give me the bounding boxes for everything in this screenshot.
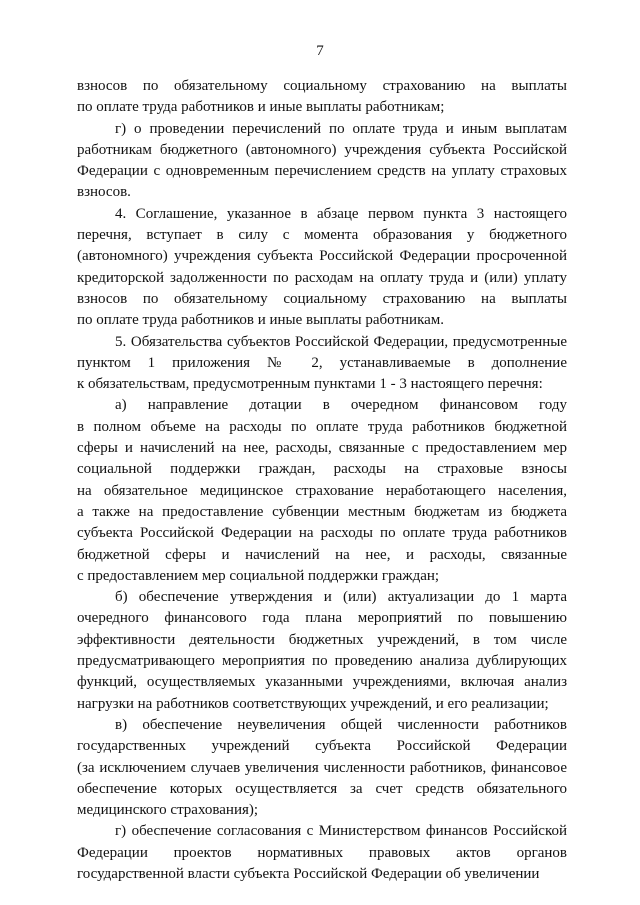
text-line: (за исключением случаев увеличения численности работников, финансовое xyxy=(77,759,567,776)
text-line: к обязательствам, предусмотренным пунктами 1 - 3 настоящего перечня: xyxy=(77,376,543,393)
paragraph xyxy=(77,204,567,332)
paragraph xyxy=(77,821,567,885)
text-line: функций, осуществляемых указанными учреждениями, включая анализ xyxy=(77,674,567,691)
paragraph xyxy=(77,395,567,587)
text-line: 4. Соглашение, указанное в абзаце первом пункта 3 настоящего xyxy=(115,205,567,222)
text-line: нагрузки на работников соответствующих учреждений, и его реализации; xyxy=(77,695,549,712)
page-number: 7 xyxy=(316,43,324,59)
text-line: с предоставлением мер социальной поддержки граждан; xyxy=(77,567,440,584)
paragraph xyxy=(77,76,567,119)
text-line: а также на предоставление субвенции местным бюджетам из бюджета xyxy=(77,503,567,520)
text-line: Федерации с одновременным перечислением средств на уплату страховых xyxy=(77,163,567,180)
text-line: эффективности деятельности бюджетных учреждений, в том числе xyxy=(77,631,567,648)
text-line: в) обеспечение неувеличения общей численности работников xyxy=(115,716,567,733)
text-line: г) обеспечение согласования с Министерством финансов Российской xyxy=(115,823,567,840)
text-line: взносов по обязательному социальному страхованию на выплаты xyxy=(77,290,567,307)
text-line: государственной власти субъекта Российской Федерации об увеличении xyxy=(77,865,540,882)
paragraph xyxy=(77,715,567,821)
paragraph xyxy=(77,119,567,204)
text-line: субъекта Российской Федерации на расходы по оплате труда работников xyxy=(77,525,567,542)
text-line: по оплате труда работников и иные выплаты работникам; xyxy=(77,99,445,116)
text-line: Федерации проектов нормативных правовых актов органов xyxy=(77,844,567,861)
text-line: в полном объеме на расходы по оплате труда работников бюджетной xyxy=(77,418,567,435)
paragraph xyxy=(77,587,567,715)
text-line: пунктом 1 приложения № 2, устанавливаемые в дополнение xyxy=(77,354,567,371)
text-line: перечня, вступает в силу с момента образования у бюджетного xyxy=(77,227,567,244)
text-line: медицинского страхования); xyxy=(77,802,259,819)
text-line: сферы и начислений на нее, расходы, связанные с предоставлением мер xyxy=(77,440,567,457)
text-line: кредиторской задолженности по расходам на оплату труда и (или) уплату xyxy=(77,269,567,286)
text-line: взносов по обязательному социальному страхованию на выплаты xyxy=(77,78,567,94)
text-line: б) обеспечение утверждения и (или) актуализации до 1 марта xyxy=(115,589,567,606)
text-line: очередного финансового года плана мероприятий по повышению xyxy=(77,610,567,627)
document-body xyxy=(77,76,567,885)
text-line: по оплате труда работников и иные выплаты работникам. xyxy=(77,312,445,329)
text-line: социальной поддержки граждан, расходы на страховые взносы xyxy=(77,461,567,478)
text-line: бюджетной сферы и начислений на нее, и расходы, связанные xyxy=(77,546,567,563)
text-line: государственных учреждений субъекта Российской Федерации xyxy=(77,738,567,755)
text-line: 5. Обязательства субъектов Российской Федерации, предусмотренные xyxy=(115,333,567,350)
text-line: (автономного) учреждения субъекта Российской Федерации просроченной xyxy=(77,248,567,265)
text-line: обеспечение которых осуществляется за счет средств обязательного xyxy=(77,780,567,797)
text-line: а) направление дотации в очередном финансовом году xyxy=(115,397,567,414)
text-line: взносов. xyxy=(77,184,131,201)
text-line: предусматривающего мероприятия по проведению анализа дублирующих xyxy=(77,653,567,670)
paragraph xyxy=(77,332,567,396)
text-line: работникам бюджетного (автономного) учреждения субъекта Российской xyxy=(77,141,567,158)
text-line: на обязательное медицинское страхование неработающего населения, xyxy=(77,482,567,499)
text-line: г) о проведении перечислений по оплате труда и иным выплатам xyxy=(115,120,567,137)
